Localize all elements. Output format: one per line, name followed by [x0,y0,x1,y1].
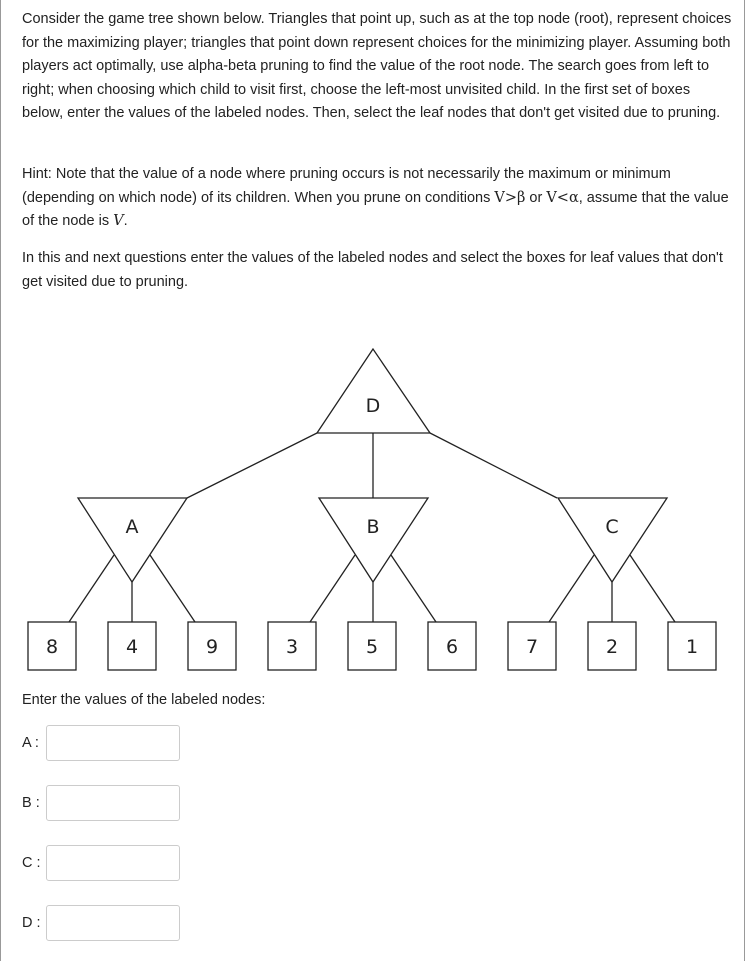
edge-leaf [69,555,114,622]
leaf-value: 6 [445,636,459,658]
edge-leaf [150,555,195,622]
field-row-a [22,725,180,761]
min-node-label: B [366,516,380,538]
game-tree [1,330,746,680]
edge-leaf [549,555,594,622]
condition-alpha: V<α [546,189,579,206]
leaf-value: 4 [125,636,139,658]
field-label: D : [22,915,41,931]
node-b-input[interactable] [46,785,180,821]
leaf-value: 7 [525,636,539,658]
condition-beta: V>β [494,189,526,206]
field-label: B : [22,795,40,811]
intro-text: Consider the game tree shown below. Triangles that point up, such as at the top node (root), represent choices for the maximizing player; triangles that point down represent choices for the minimizing player. Assuming both players act optimally, use alpha-beta pruning to find the value of the root node. The search goes from left to right; when choosing which child to visit first, choose the left-most unvisited child. In the first set of boxes below, enter the values of the labeled nodes. Then, select the leaf nodes that don't get visited due to pruning. [22,11,732,121]
edge-leaf [630,555,675,622]
leaf-value: 8 [45,636,59,658]
edge-root-C [430,433,557,498]
field-label: A : [22,735,39,751]
hint-or: or [525,189,547,206]
enter-values-label: Enter the values of the labeled nodes: [22,692,266,708]
hint-text [22,163,732,234]
root-max-node [317,349,430,433]
leaf-value: 5 [365,636,379,658]
min-node-B [319,498,428,582]
min-node-A [78,498,187,582]
node-d-input[interactable] [46,905,180,941]
min-node-label: A [125,516,139,538]
instructions-text: In this and next questions enter the values of the labeled nodes and select the boxes for leaf values that don't get visited due to pruning. [22,250,723,290]
field-row-b [22,785,180,821]
node-a-input[interactable] [46,725,180,761]
hint-end: . [123,213,128,229]
min-node-C [558,498,667,582]
edge-leaf [391,555,436,622]
hint-v: V [113,213,124,229]
min-node-label: C [605,516,619,538]
leaf-value: 2 [605,636,619,658]
leaf-value: 9 [205,636,219,658]
leaf-value: 3 [285,636,299,658]
field-row-c [22,845,180,881]
root-label: D [365,395,381,417]
field-row-d [22,905,180,941]
field-label: C : [22,855,41,871]
edge-leaf [310,555,355,622]
leaf-value: 1 [685,636,699,658]
hint-part: , assume that the value of the node is [22,189,729,229]
node-c-input[interactable] [46,845,180,881]
hint-part: Hint: Note that the value of a node where pruning occurs is not necessarily the maximum or minimum (depending on which node) of its children. When you prune on conditions [22,166,671,206]
edge-root-A [187,433,317,498]
